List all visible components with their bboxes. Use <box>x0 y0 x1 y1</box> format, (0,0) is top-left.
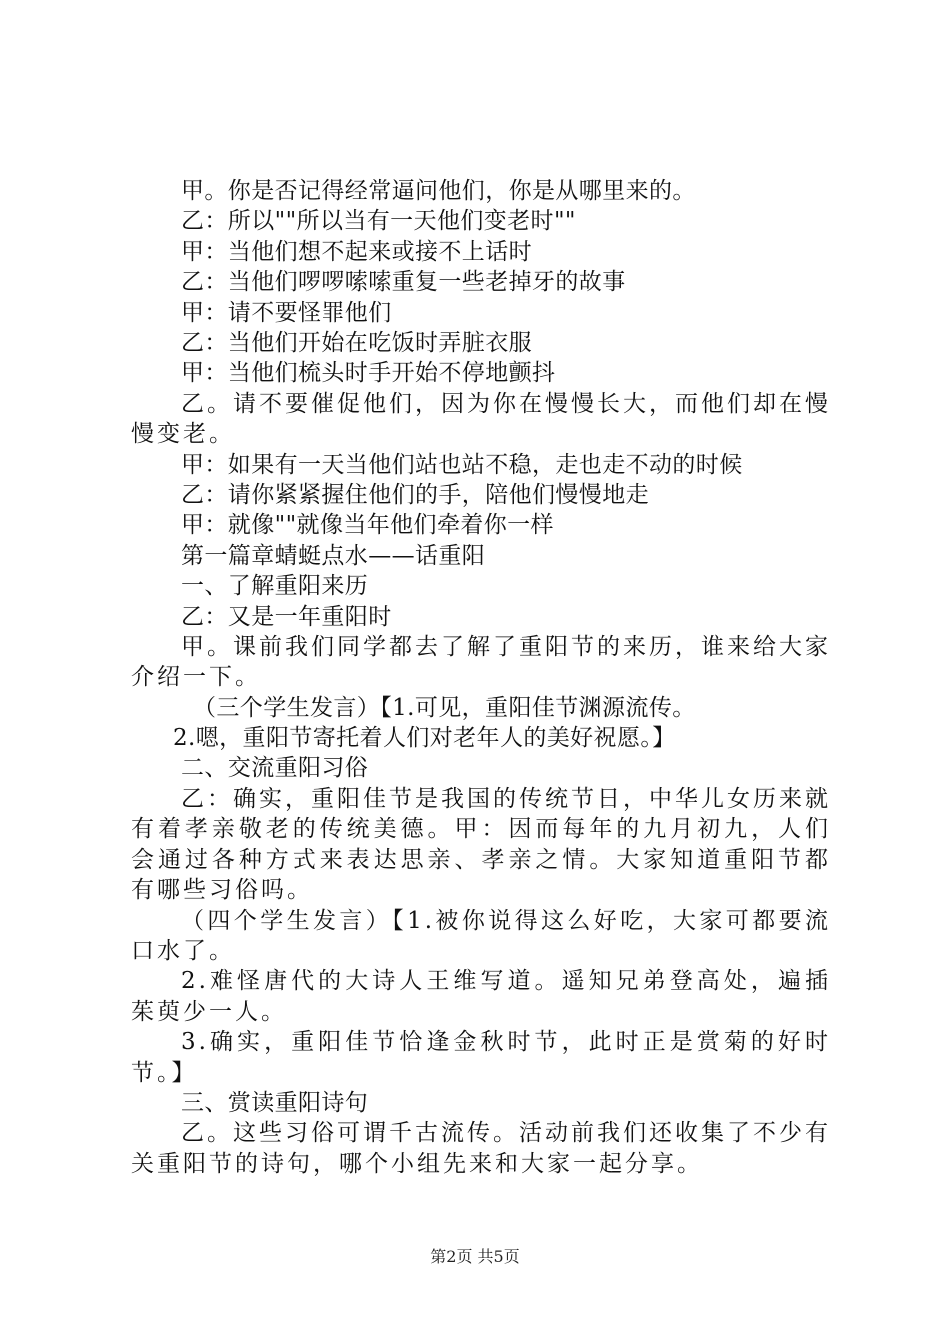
document-line: （三个学生发言）【1.可见，重阳佳节渊源流传。 <box>193 694 696 721</box>
document-line: 一、了解重阳来历 <box>181 573 369 600</box>
document-line: 乙：当他们开始在吃饭时弄脏衣服 <box>181 329 532 356</box>
document-line: 甲：如果有一天当他们站也站不稳，走也走不动的时候 <box>181 451 743 478</box>
document-paragraph: 甲。课前我们同学都去了解了重阳节的来历，谁来给大家介绍一下。 <box>131 633 831 691</box>
document-line: 甲：当他们梳头时手开始不停地颤抖 <box>181 360 556 387</box>
document-line: 甲。你是否记得经常逼问他们，你是从哪里来的。 <box>181 178 696 204</box>
document-paragraph: 乙。这些习俗可谓千古流传。活动前我们还收集了不少有关重阳节的诗句，哪个小组先来和大家一起分享。 <box>131 1120 831 1177</box>
document-line: 三、赏读重阳诗句 <box>181 1089 369 1116</box>
document-paragraph: 2.难怪唐代的大诗人王维写道。遥知兄弟登高处，遍插茱萸少一人。 <box>131 968 831 1025</box>
document-body <box>131 176 831 1179</box>
document-paragraph: 乙。请不要催促他们，因为你在慢慢长大，而他们却在慢慢变老。 <box>131 390 831 448</box>
document-line: 甲：请不要怪罪他们 <box>181 299 392 326</box>
document-line: 乙：又是一年重阳时 <box>181 603 392 630</box>
document-line: 二、交流重阳习俗 <box>181 755 369 782</box>
page-footer: 第2页 共5页 <box>430 1247 520 1266</box>
document-line: 2.嗯，重阳节寄托着人们对老年人的美好祝愿。】 <box>173 725 676 752</box>
document-line: 乙：所以""所以当有一天他们变老时"" <box>181 208 576 235</box>
document-paragraph: （四个学生发言）【1.被你说得这么好吃，大家可都要流口水了。 <box>131 907 831 964</box>
document-line: 甲：当他们想不起来或接不上话时 <box>181 238 532 265</box>
document-line: 第一篇章蜻蜓点水——话重阳 <box>181 542 486 569</box>
document-paragraph: 乙：确实，重阳佳节是我国的传统节日，中华儿女历来就有着孝亲敬老的传统美德。甲：因而每年的九月初九，人们会通过各种方式来表达思亲、孝亲之情。大家知道重阳节都有哪些习俗吗。 <box>131 785 831 904</box>
document-line: 乙：当他们啰啰嗦嗦重复一些老掉牙的故事 <box>181 269 626 296</box>
document-line: 甲：就像""就像当年他们牵着你一样 <box>181 512 554 539</box>
document-line: 乙：请你紧紧握住他们的手，陪他们慢慢地走 <box>181 481 649 508</box>
document-paragraph: 3.确实，重阳佳节恰逢金秋时节，此时正是赏菊的好时节。】 <box>131 1029 831 1086</box>
